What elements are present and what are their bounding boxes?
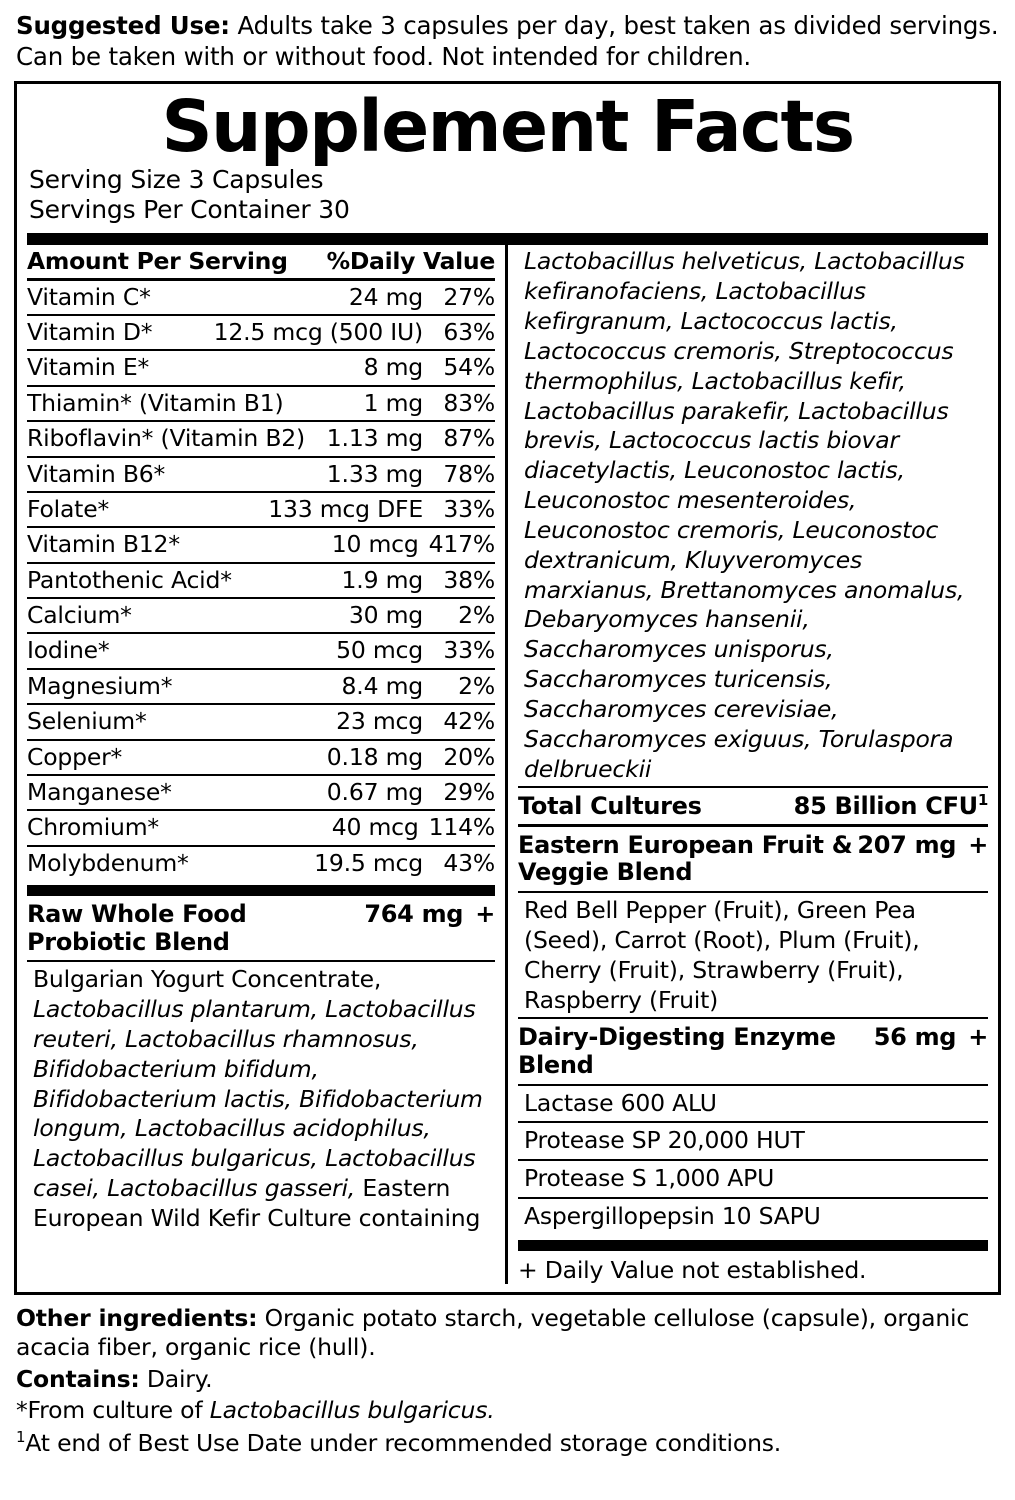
total-cultures-amount: 85 Billion CFU xyxy=(793,792,978,821)
table-row xyxy=(27,776,495,811)
daily-value-header: %Daily Value xyxy=(326,247,495,276)
other-ingredients-line xyxy=(16,1304,1001,1363)
panel-columns xyxy=(27,245,988,1284)
enzyme-item: Lactase 600 ALU xyxy=(518,1086,988,1124)
probiotic-blend-ingredients xyxy=(27,962,495,1236)
footnote-separator xyxy=(518,1240,988,1251)
from-culture-line xyxy=(16,1396,1001,1425)
probiotic-body-end: Eastern European Wild Kefir Culture containing xyxy=(33,1174,481,1232)
contains-text: Dairy. xyxy=(146,1364,213,1393)
probiotic-blend-header xyxy=(27,896,495,962)
nutrient-amount: 8 mg xyxy=(363,353,423,382)
contains-line xyxy=(16,1365,1001,1394)
nutrient-dv: 29% xyxy=(443,777,495,806)
nutrient-dv: 38% xyxy=(443,565,495,594)
table-row xyxy=(27,705,495,740)
nutrient-amount: 30 mg xyxy=(348,601,423,630)
nutrient-name: Molybdenum* xyxy=(27,850,189,877)
nutrient-amount: 0.67 mg xyxy=(326,777,423,806)
nutrient-dv: 63% xyxy=(443,318,495,347)
table-row xyxy=(27,847,495,880)
nutrient-amount: 1.33 mg xyxy=(326,459,423,488)
nutrient-amount: 19.5 mcg xyxy=(314,848,423,877)
total-cultures-label: Total Cultures xyxy=(518,792,702,821)
probiotic-body-start: Bulgarian Yogurt Concentrate, xyxy=(33,965,382,994)
nutrient-dv: 27% xyxy=(443,282,495,311)
panel-top-rule xyxy=(27,233,988,245)
nutrient-name: Copper* xyxy=(27,744,123,770)
amount-per-serving-header: Amount Per Serving xyxy=(27,247,288,276)
nutrient-name: Vitamin E* xyxy=(27,355,150,381)
supplement-facts-panel xyxy=(14,81,1001,1295)
nutrient-name: Pantothenic Acid* xyxy=(27,567,232,594)
nutrient-amount: 133 mcg DFE xyxy=(268,494,423,523)
best-use-line xyxy=(16,1428,1001,1458)
enzyme-blend-amount: 56 mg xyxy=(873,1023,957,1052)
total-cultures-row xyxy=(518,786,988,826)
table-row xyxy=(27,599,495,634)
enzyme-blend-header xyxy=(518,1017,988,1085)
nutrient-dv: 417% xyxy=(428,530,495,559)
nutrient-dv: 33% xyxy=(443,494,495,523)
nutrient-name: Calcium* xyxy=(27,603,132,629)
nutrient-name: Iodine* xyxy=(27,638,110,664)
nutrient-name: Vitamin B6* xyxy=(27,461,166,487)
nutrient-amount: 1.9 mg xyxy=(341,565,423,594)
from-culture-organism: Lactobacillus bulgaricus. xyxy=(209,1396,495,1425)
bottom-info-block xyxy=(16,1304,1001,1458)
probiotic-blend-amount: 764 mg xyxy=(364,900,464,929)
servings-per-container: Servings Per Container 30 xyxy=(29,195,350,225)
best-use-superscript: 1 xyxy=(16,1427,26,1446)
nutrient-dv: 114% xyxy=(428,813,495,842)
nutrient-dv: 33% xyxy=(443,636,495,665)
nutrient-amount: 24 mg xyxy=(348,282,423,311)
fruit-veggie-blend-dv: + xyxy=(968,830,988,859)
fruit-veggie-blend-name: Eastern European Fruit & Veggie Blend xyxy=(518,830,853,887)
table-row xyxy=(27,741,495,776)
from-culture-prefix: *From culture of xyxy=(16,1396,210,1425)
left-column xyxy=(27,245,505,1284)
nutrient-name: Manganese* xyxy=(27,779,172,806)
table-row xyxy=(27,387,495,422)
total-cultures-superscript: 1 xyxy=(977,791,988,810)
nutrient-amount: 0.18 mg xyxy=(326,742,423,771)
nutrient-dv: 78% xyxy=(443,459,495,488)
probiotic-body-italic: Lactobacillus plantarum, Lactobacillus reuteri, Lactobacillus rhamnosus, Bifidobacterium bifidum, Bifidobacterium lactis, Bifidobacterium longum, Lactobacillus acidophilus, Lactobacillus bulgaricus, Lactobacillus casei, Lactobacillus gasseri, xyxy=(33,995,483,1203)
nutrient-name: Vitamin C* xyxy=(27,284,151,311)
nutrient-amount: 12.5 mcg (500 IU) xyxy=(213,318,423,347)
serving-size: Serving Size 3 Capsules xyxy=(29,165,324,195)
enzyme-item: Aspergillopepsin 10 SAPU xyxy=(524,1202,821,1231)
nutrient-name: Selenium* xyxy=(27,709,147,735)
nutrient-dv: 42% xyxy=(443,707,495,736)
table-row xyxy=(27,811,495,846)
table-row xyxy=(27,493,495,528)
table-header-row xyxy=(27,245,495,280)
enzyme-blend-dv: + xyxy=(968,1023,988,1052)
nutrient-dv: 83% xyxy=(443,388,495,417)
probiotic-blend-separator xyxy=(27,885,495,896)
nutrient-dv: 2% xyxy=(458,601,495,630)
fruit-veggie-blend-ingredients: Red Bell Pepper (Fruit), Green Pea (Seed), Carrot (Root), Plum (Fruit), Cherry (Fruit), Strawberry (Fruit), Raspberry (Fruit) xyxy=(524,896,920,1014)
probiotic-blend-name: Raw Whole Food Probiotic Blend xyxy=(27,900,247,956)
nutrient-dv: 87% xyxy=(443,424,495,453)
nutrient-amount: 40 mcg xyxy=(331,813,419,842)
probiotic-blend-dv: + xyxy=(475,900,495,929)
nutrient-dv: 54% xyxy=(443,353,495,382)
suggested-use-text: Adults take 3 capsules per day, best taken as divided servings. Can be taken with or without food. Not intended for children. xyxy=(16,11,999,72)
cultures-continued-list: Lactobacillus helveticus, Lactobacillus kefiranofaciens, Lactobacillus kefirgranum, Lactococcus lactis, Lactococcus cremoris, Streptococcus thermophilus, Lactobacillus kefir, Lactobacillus parakefir, Lactobacillus brevis, Lactococcus lactis biovar diacetylactis, Leuconostoc lactis, Leuconostoc mesenteroides, Leuconostoc cremoris, Leuconostoc dextranicum, Kluyveromyces marxianus, Brettanomyces anomalus, Debaryomyces hansenii, Saccharomyces unisporus, Saccharomyces turicensis, Saccharomyces cerevisiae, Saccharomyces exiguus, Torulaspora delbrueckii xyxy=(524,247,965,783)
fruit-veggie-blend-header xyxy=(518,827,988,893)
table-row xyxy=(27,634,495,669)
table-row xyxy=(27,281,495,316)
table-row xyxy=(27,351,495,386)
nutrient-dv: 20% xyxy=(443,742,495,771)
nutrient-name: Thiamin* (Vitamin B1) xyxy=(27,390,284,417)
enzyme-item: Protease S 1,000 APU xyxy=(518,1161,988,1199)
table-row xyxy=(27,316,495,351)
contains-label: Contains: xyxy=(16,1364,140,1393)
nutrient-amount: 50 mcg xyxy=(336,636,423,665)
nutrient-name: Folate* xyxy=(27,496,110,523)
other-ingredients-label: Other ingredients: xyxy=(16,1304,258,1332)
table-row xyxy=(27,458,495,493)
nutrient-amount: 8.4 mg xyxy=(341,671,423,700)
fruit-veggie-blend-amount: 207 mg xyxy=(857,830,957,859)
nutrient-name: Magnesium* xyxy=(27,673,173,700)
table-row xyxy=(27,670,495,705)
nutrient-amount: 1 mg xyxy=(363,388,423,417)
right-column xyxy=(508,245,988,1284)
table-row xyxy=(27,528,495,563)
nutrient-dv: 2% xyxy=(458,671,495,700)
daily-value-footnote: + Daily Value not established. xyxy=(518,1256,867,1284)
suggested-use-block xyxy=(16,10,1001,73)
nutrient-name: Vitamin D* xyxy=(27,320,153,346)
nutrient-name: Riboflavin* (Vitamin B2) xyxy=(27,426,306,452)
suggested-use-label: Suggested Use: xyxy=(16,11,230,40)
nutrient-amount: 23 mcg xyxy=(336,707,423,736)
enzyme-blend-name: Dairy-Digesting Enzyme Blend xyxy=(518,1023,836,1080)
nutrient-dv: 43% xyxy=(443,848,495,877)
table-row xyxy=(27,422,495,457)
nutrient-name: Chromium* xyxy=(27,815,159,841)
panel-title: Supplement Facts xyxy=(161,84,854,168)
nutrient-amount: 10 mcg xyxy=(331,530,419,559)
nutrient-amount: 1.13 mg xyxy=(326,424,423,453)
enzyme-item: Protease SP 20,000 HUT xyxy=(518,1123,988,1161)
nutrient-name: Vitamin B12* xyxy=(27,532,180,558)
table-row xyxy=(27,564,495,599)
best-use-text: At end of Best Use Date under recommended storage conditions. xyxy=(25,1428,782,1457)
total-cultures-value xyxy=(794,792,988,819)
other-ingredients-text: Organic potato starch, vegetable cellulose (capsule), organic acacia fiber, organic rice (hull). xyxy=(16,1304,970,1362)
